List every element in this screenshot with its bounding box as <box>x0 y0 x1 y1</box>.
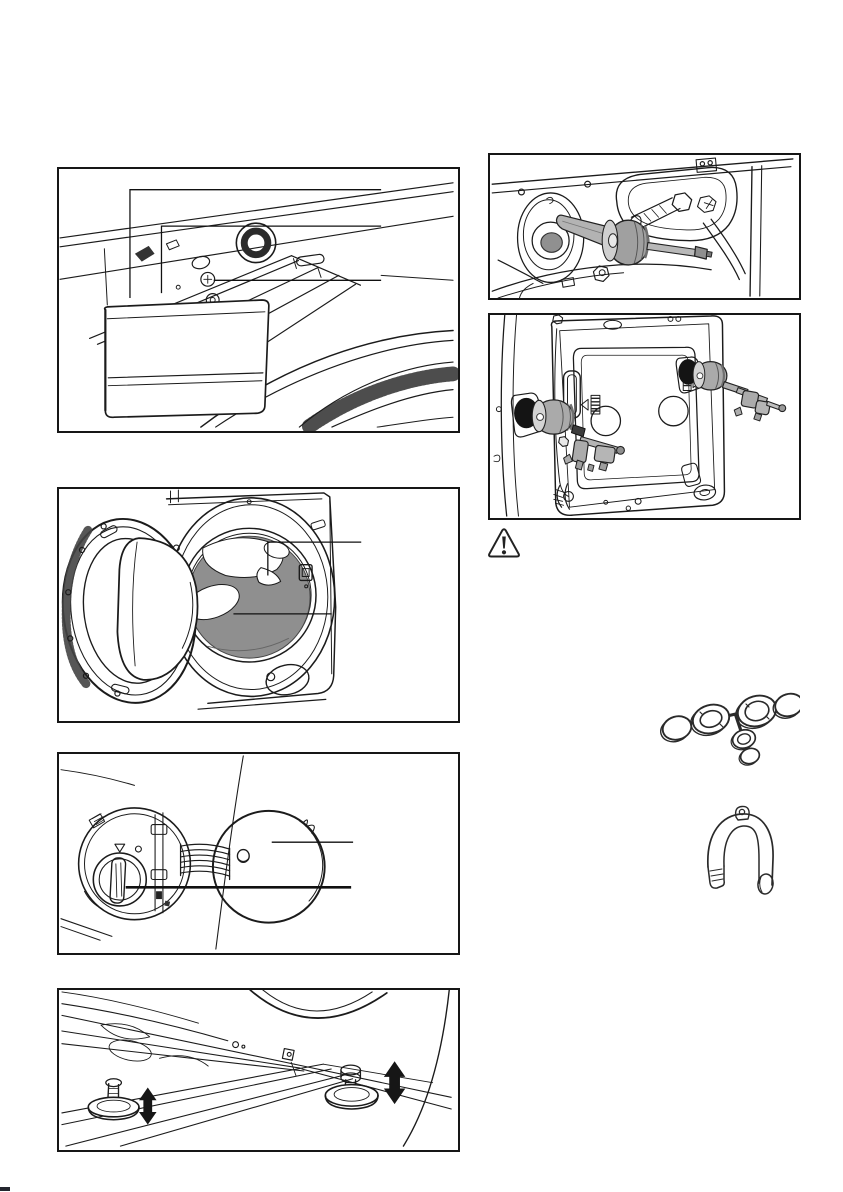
detergent-dispenser-drawer-figure <box>57 167 460 433</box>
adjustable-feet-figure <box>57 988 460 1152</box>
scan-artifact <box>0 1187 10 1191</box>
filter-drawing <box>59 754 458 953</box>
rear-panel-transport-bolts-figure <box>488 313 801 520</box>
transport-hole-caps-figure <box>660 688 800 768</box>
transport-bolt-removal-figure <box>488 153 801 300</box>
drain-hose-guide-figure <box>698 803 786 898</box>
dispenser-drawing <box>59 169 458 431</box>
rear-panel-drawing <box>490 315 799 518</box>
feet-drawing <box>59 990 458 1150</box>
warning-triangle-icon <box>487 527 521 559</box>
filter-callout-lines <box>126 842 353 887</box>
bolt-removal-drawing <box>490 155 799 298</box>
door-drawing <box>59 489 458 721</box>
open-door-drum-figure <box>57 487 460 723</box>
drain-pump-filter-figure <box>57 752 460 955</box>
